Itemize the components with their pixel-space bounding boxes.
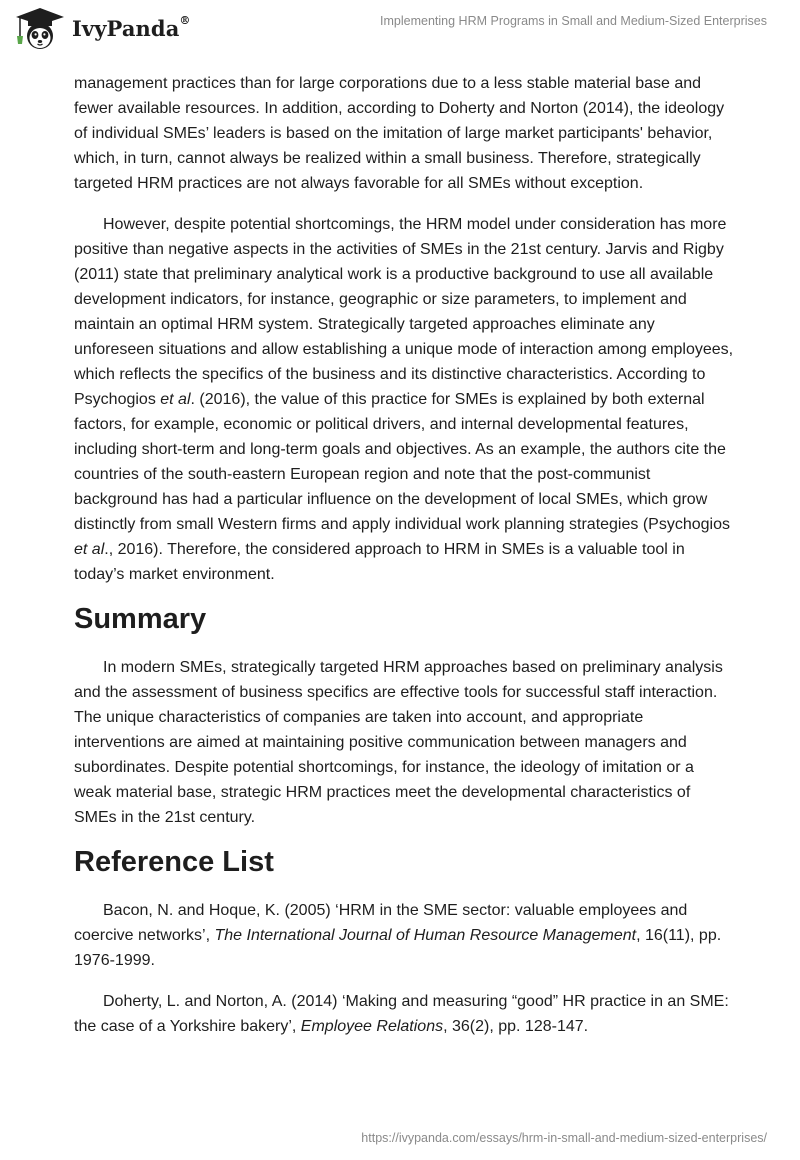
references-heading: Reference List (74, 846, 274, 878)
reference-item: Bacon, N. and Hoque, K. (2005) ‘HRM in the SME sector: valuable employees and coercive networks’, The International Journal of Human Resource Management, 16(11), pp. 1976-1999. (74, 902, 722, 969)
summary-paragraph: In modern SMEs, strategically targeted HRM approaches based on preliminary analysis and the assessment of business specifics are effective tools for successful staff interaction. The unique characteristics of companies are taken into account, and appropriate interventions are aimed at maintaining positive communication between managers and subordinates. Despite potential shortcomings, for instance, the ideology of imitation or a weak material base, strategic HRM practices meet the developmental characteristics of SMEs in the 21st century. (74, 659, 723, 826)
paragraph-analysis: However, despite potential shortcomings, the HRM model under consideration has more positive than negative aspects in the activities of SMEs in the 21st century. Jarvis and Rigby (2011) state that preliminary analytical work is a productive background to use all available development indicators, for instance, geographic or size parameters, to implement and maintain an optimal HRM system. Strategically targeted approaches eliminate any unforeseen situations and allow establishing a unique mode of interaction among employees, which reflects the specifics of the business and its distinctive characteristics. According to Psychogios et al. (2016), the value of this practice for SMEs is explained by both external factors, for example, economic or political drivers, and internal developmental features, including short-term and long-term goals and objectives. As an example, the authors cite the countries of the south-eastern European region and note that the post-communist background has had a particular influence on the development of local SMEs, which grow distinctly from small Western firms and apply individual work planning strategies (Psychogios et al., 2016). Therefore, the considered approach to HRM in SMEs is a valuable tool in today’s market environment. (74, 216, 734, 583)
brand-logo[interactable] (14, 6, 191, 50)
page-header (0, 0, 800, 70)
document-title: Implementing HRM Programs in Small and Medium-Sized Enterprises (380, 14, 767, 28)
brand-name: IvyPanda® (72, 13, 191, 41)
paragraph-continuation: management practices than for large corporations due to a less stable material base and fewer available resources. In addition, according to Doherty and Norton (2014), the ideology of individual SMEs’ leaders is based on the imitation of large market participants' behavior, which, in turn, cannot always be realized within a small business. Therefore, strategically targeted HRM practices are not always favorable for all SMEs without exception. (74, 75, 725, 192)
summary-heading: Summary (74, 603, 207, 635)
reference-item: Doherty, L. and Norton, A. (2014) ‘Making and measuring “good” HR practice in an SME: the case of a Yorkshire bakery’, Employee Relations, 36(2), pp. 128-147. (74, 993, 729, 1035)
essay-body (74, 71, 734, 1039)
source-url[interactable]: https://ivypanda.com/essays/hrm-in-small-and-medium-sized-enterprises/ (361, 1131, 767, 1145)
panda-graduate-icon (14, 6, 66, 50)
